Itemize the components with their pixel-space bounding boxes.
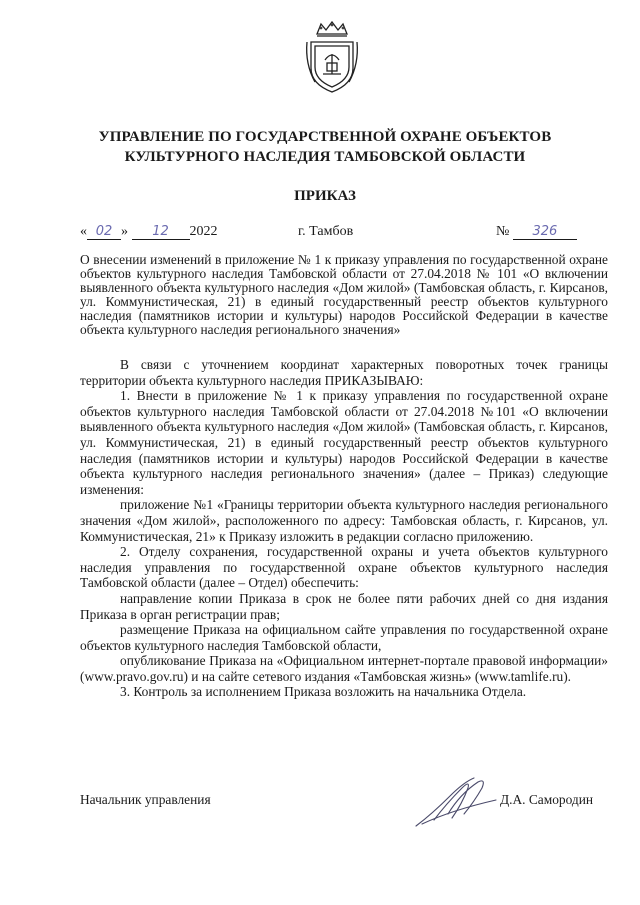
organization-name [60,127,590,167]
paragraph-item-1: 1. Внести в приложение № 1 к приказу управления по государственной охране объектов культурного наследия Тамбовской области от 27.04.2018 №101 «О включении выявленного объекта культурного наследия «Дом жилой» (Тамбовская область, г. Кирсанов, ул. Коммунистическая, 21) в единый государственный реестр объектов культурного наследия (памятников истории и культуры) народов Российской Федерации в качестве объекта культурного наследия регионального значения» (далее – Приказ) следующие изменения: [80,388,608,497]
paragraph-item-1-detail: приложение №1 «Границы территории объекта культурного наследия регионального значения «Дом жилой», расположенного по адресу: Тамбовская область, г. Кирсанов, ул. Коммунистическая, 21» к Приказу изложить в редакции согласно приложению. [80,497,608,544]
number-prefix: № [496,224,510,239]
paragraph-item-2-a: направление копии Приказа в срок не более пяти рабочих дней со дня издания Приказа в орган регистрации прав; [80,590,608,622]
document-type: ПРИКАЗ [294,188,356,204]
paragraph-preamble: В связи с уточнением координат характерных поворотных точек границы территории объекта культурного наследия ПРИКАЗЫВАЮ: [80,357,608,388]
paragraph-item-2-b: размещение Приказа на официальном сайте управления по государственной охране объектов культурного наследия Тамбовской области, [80,622,608,653]
handwritten-signature-icon [412,774,502,832]
number-value: 326 [513,225,577,240]
paragraph-item-2-c: опубликование Приказа на «Официальном интернет-портале правовой информации» (www.pravo.gov.ru) и на сайте сетевого издания «Тамбовская жизнь» (www.tamlife.ru). [80,653,608,684]
document-body [80,357,608,700]
signatory-name: Д.А. Самородин [500,792,594,807]
document-date [80,224,218,240]
organization-name-line-1: УПРАВЛЕНИЕ ПО ГОСУДАРСТВЕННОЙ ОХРАНЕ ОБЪЕКТОВ [98,129,552,145]
tambov-coat-of-arms-icon [303,20,361,94]
date-day: 02 [87,225,121,240]
document-number [496,224,577,240]
quote-close: » [121,224,128,239]
date-year: 2022 [189,224,218,239]
quote-open: « [80,224,87,239]
document-subject: О внесении изменений в приложение № 1 к приказу управления по государственной охране объектов культурного наследия Тамбовской области от 27.04.2018 № 101 «О включении выявленного объекта культурного наследия «Дом жилой» (Тамбовская область, г. Кирсанов, ул. Коммунистическая, 21) в единый государственный реестр объектов культурного наследия (памятников истории и культуры) народов Российской Федерации в качестве объекта культурного наследия регионального значения» [80,252,608,338]
date-month: 12 [132,225,190,240]
document-city: г. Тамбов [298,224,354,239]
organization-name-line-2: КУЛЬТУРНОГО НАСЛЕДИЯ ТАМБОВСКОЙ ОБЛАСТИ [124,149,526,165]
signatory-position: Начальник управления [80,792,211,807]
paragraph-item-3: 3. Контроль за исполнением Приказа возложить на начальника Отдела. [120,684,527,700]
paragraph-item-2: 2. Отделу сохранения, государственной охраны и учета объектов культурного наследия управления по государственной охране объектов культурного наследия Тамбовской области (далее – Отдел) обеспечить: [80,544,608,591]
